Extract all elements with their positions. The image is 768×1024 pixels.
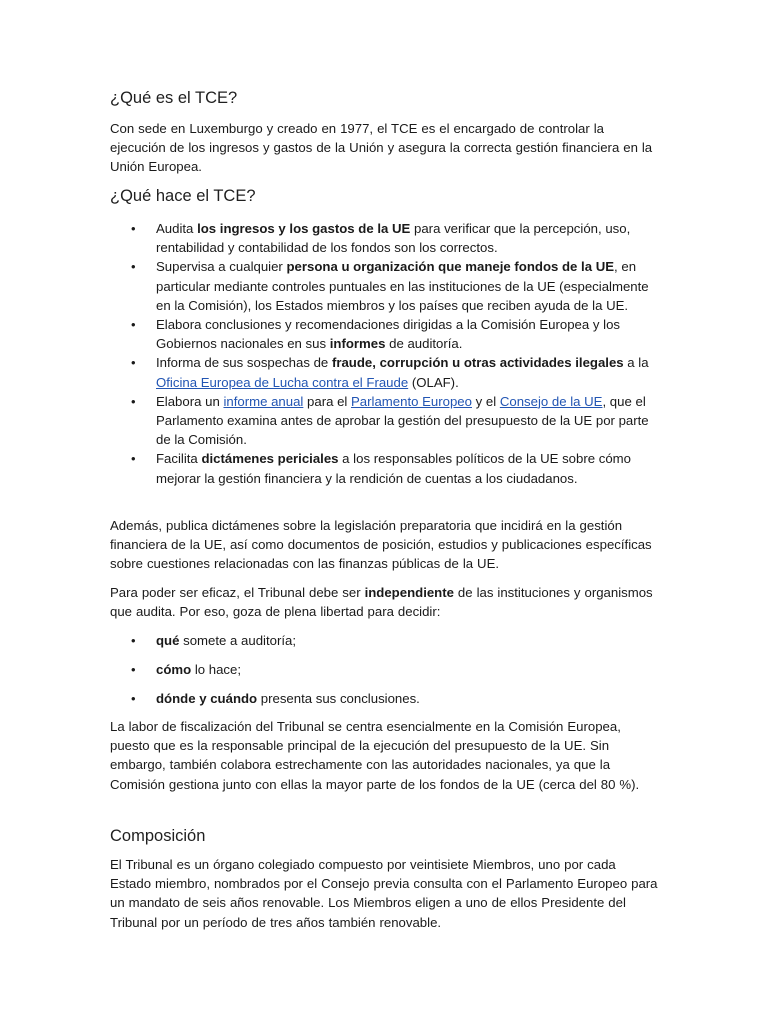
list-item: • Facilita dictámenes periciales a los responsables políticos de la UE sobre cómo mejorar la gestión financiera y la rendición de cuentas a los ciudadanos. [131, 451, 631, 486]
list-item: • Audita los ingresos y los gastos de la UE para verificar que la percepción, uso, rentabilidad y contabilidad de los fondos son los correctos. [131, 221, 631, 256]
ademas-paragraph: Además, publica dictámenes sobre la legislación preparatoria que incidirá en la gestión financiera de la UE, así como documentos de posición, estudios y publicaciones específicas sobre cuestiones relacionadas con las finanzas públicas de la UE. [110, 518, 652, 572]
bullet-icon: • [131, 393, 136, 409]
list-item: • Elabora conclusiones y recomendaciones dirigidas a la Comisión Europea y los Gobiernos nacionales en sus informes de auditoría. [131, 317, 621, 352]
labor-paragraph: La labor de fiscalización del Tribunal se centra esencialmente en la Comisión Europea, puesto que es la responsable principal de la ejecución del presupuesto de la UE. Sin embargo, también colabora estrechamente con las autoridades nacionales, ya que la Comisión gestiona junto con ellas la mayor parte de los fondos de la UE (cerca del 80 %). [110, 719, 640, 792]
composicion-paragraph: El Tribunal es un órgano colegiado compuesto por veintisiete Miembros, uno por cada Estado miembro, nombrados por el Consejo previa consulta con el Parlamento Europeo para un mandato de seis años renovable. Los Miembros eligen a uno de ellos Presidente del Tribunal por un período de tres años también renovable. [110, 857, 658, 930]
bullet-icon: • [131, 355, 136, 371]
heading-what-is-tce: ¿Qué es el TCE? [110, 89, 238, 107]
list-item: • dónde y cuándo presenta sus conclusiones. [110, 689, 420, 718]
bullet-icon: • [131, 633, 136, 648]
intro-paragraph: Con sede en Luxemburgo y creado en 1977, el TCE es el encargado de controlar la ejecución de los ingresos y gastos de la Unión y asegura la correcta gestión financiera en la Unión Europea. [110, 121, 653, 175]
functions-list [110, 219, 658, 488]
heading-what-does-tce: ¿Qué hace el TCE? [110, 187, 256, 205]
list-item: • Supervisa a cualquier persona u organización que maneje fondos de la UE, en particular mediante controles puntuales en las instituciones de la UE (especialmente en la Comisión), los Estados miembros y los países que reciben ayuda de la UE. [131, 259, 649, 313]
list-item: • qué somete a auditoría; [110, 631, 420, 660]
bullet-icon: • [131, 221, 136, 236]
list-item: • Informa de sus sospechas de fraude, corrupción u otras actividades ilegales a la Oficina Europea de Lucha contra el Fraude (OLAF). [131, 355, 649, 390]
bullet-icon: • [131, 662, 136, 677]
link-parlamento-europeo[interactable]: Parlamento Europeo [351, 393, 472, 409]
link-informe-anual[interactable]: informe anual [223, 393, 304, 409]
bullet-icon: • [131, 451, 136, 467]
bullet-icon: • [131, 691, 136, 706]
link-olaf[interactable]: Oficina Europea de Lucha contra el Fraude [156, 374, 409, 390]
list-item: • cómo lo hace; [110, 660, 420, 689]
independence-paragraph: Para poder ser eficaz, el Tribunal debe ser independiente de las instituciones y organismos que audita. Por eso, goza de plena libertad para decidir: [110, 585, 653, 620]
list-item: • Elabora un informe anual para el Parlamento Europeo y el Consejo de la UE, que el Parlamento examina antes de aprobar la gestión del presupuesto de la UE por parte de la Comisión. [131, 393, 649, 448]
heading-composicion: Composición [110, 827, 206, 845]
link-consejo-ue[interactable]: Consejo de la UE [499, 393, 603, 409]
bullet-icon: • [131, 317, 136, 333]
bullet-icon: • [131, 259, 136, 275]
freedom-list [110, 631, 420, 718]
